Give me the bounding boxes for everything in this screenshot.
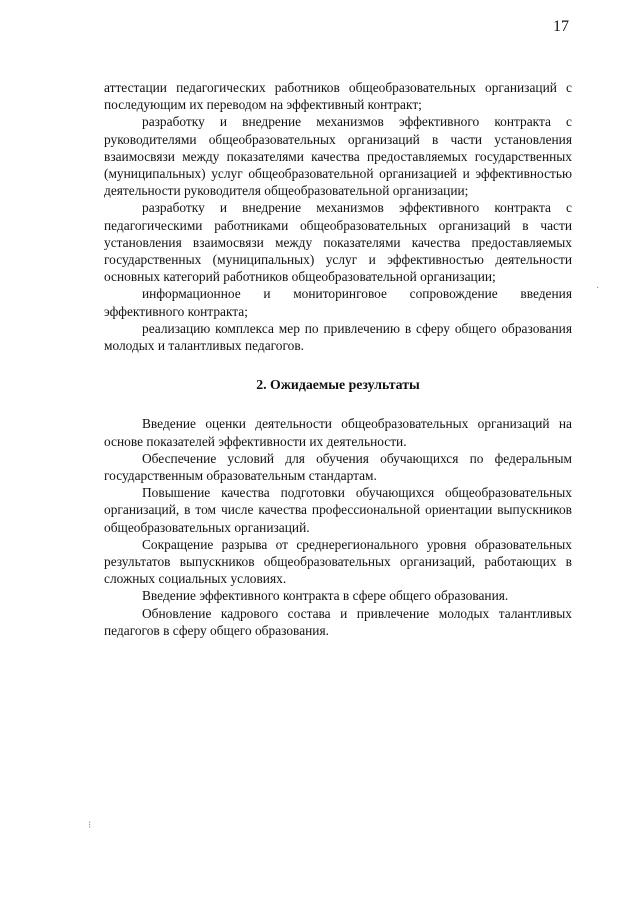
paragraph: Обновление кадрового состава и привлечение молодых талантливых педагогов в сферу общего образования. [104, 605, 572, 638]
page-number: 17 [553, 18, 569, 35]
paragraph: разработку и внедрение механизмов эффективного контракта с педагогическими работниками общеобразовательных организаций в части установления взаимосвязи между показателями качества предоставляемых государственных (муниципальных) услуг и эффективностью деятельности основных категорий работников общеобразовательной организации; [104, 200, 572, 285]
paragraph: Введение эффективного контракта в сфере общего образования. [142, 588, 509, 604]
paragraph: информационное и мониторинговое сопровождение введения эффективного контракта; [104, 286, 572, 319]
paragraph: Повышение качества подготовки обучающихся общеобразовательных организаций, в том числе качества профессиональной ориентации выпускников общеобразовательных организаций. [104, 485, 572, 535]
scan-mark: ⁝ [88, 820, 92, 831]
paragraph: Введение оценки деятельности общеобразовательных организаций на основе показателей эффективности их деятельности. [104, 416, 572, 449]
paragraph: разработку и внедрение механизмов эффективного контракта с руководителями общеобразовательных организаций в части установления взаимосвязи между показателями качества предоставляемых государственных (муниципальных) услуг общеобразовательной организацией и эффективностью деятельности руководителя общеобразовательной организации; [104, 114, 572, 199]
paragraph: Обеспечение условий для обучения обучающихся по федеральным государственным образовательным стандартам. [104, 450, 572, 484]
document-body [104, 79, 572, 639]
paragraph: реализацию комплекса мер по привлечению в сферу общего образования молодых и талантливых педагогов. [104, 320, 572, 354]
paragraph: аттестации педагогических работников общеобразовательных организаций с последующим их переводом на эффективный контракт; [104, 80, 572, 113]
paragraph: Сокращение разрыва от среднерегионального уровня образовательных результатов выпускников общеобразовательных организаций, работающих в сложных социальных условиях. [104, 536, 572, 587]
scan-mark: · [596, 283, 600, 294]
section-heading: 2. Ожидаемые результаты [256, 377, 420, 393]
